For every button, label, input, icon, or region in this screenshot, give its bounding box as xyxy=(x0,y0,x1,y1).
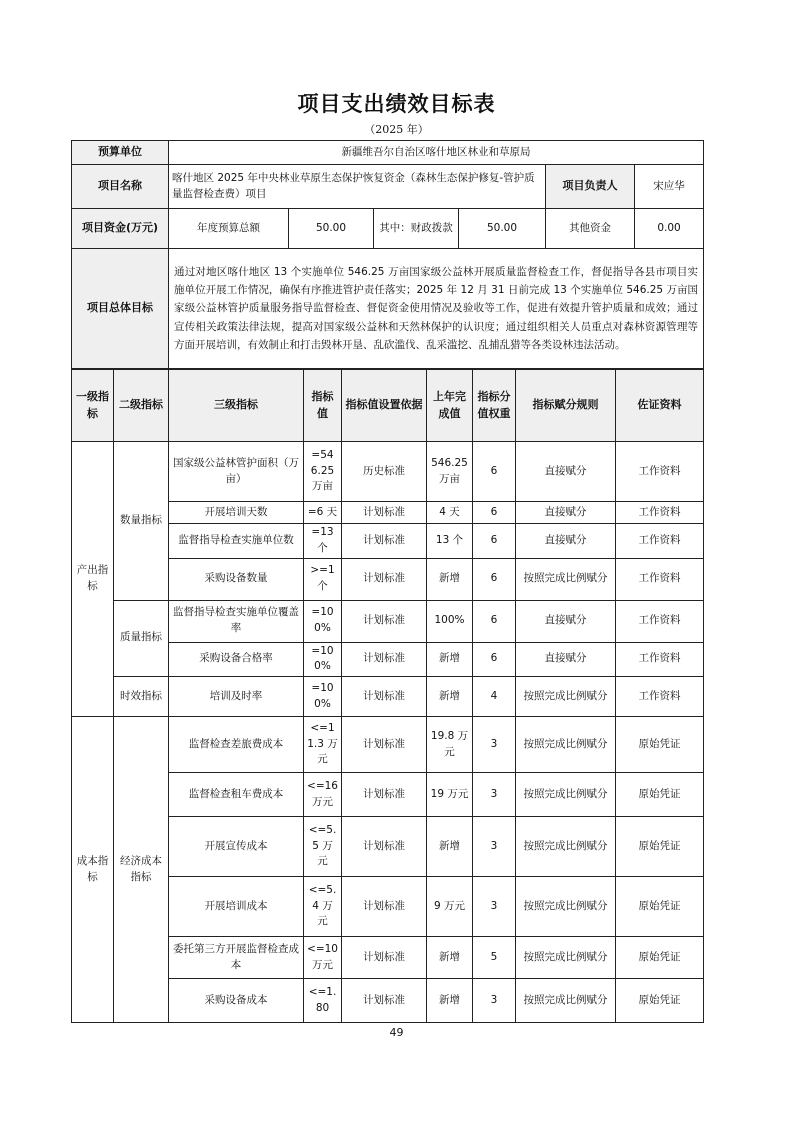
indicator-value: >=1 个 xyxy=(304,558,342,600)
indicator-prev: 19.8 万元 xyxy=(427,717,473,773)
indicator-prev: 4 天 xyxy=(427,502,473,524)
indicator-evidence: 工作资料 xyxy=(616,558,704,600)
annual-budget-label: 年度预算总额 xyxy=(169,209,289,249)
indicator-rule: 直接赋分 xyxy=(516,442,616,502)
indicator-prev: 新增 xyxy=(427,937,473,979)
manager-label: 项目负责人 xyxy=(546,165,635,209)
indicator-prev: 13 个 xyxy=(427,524,473,559)
table-row xyxy=(72,677,704,717)
indicator-prev: 19 万元 xyxy=(427,773,473,817)
indicator-weight: 6 xyxy=(473,558,516,600)
indicator-rule: 按照完成比例赋分 xyxy=(516,979,616,1023)
indicator-name: 委托第三方开展监督检查成本 xyxy=(169,937,304,979)
indicator-rule: 按照完成比例赋分 xyxy=(516,717,616,773)
indicator-evidence: 原始凭证 xyxy=(616,817,704,877)
indicator-basis: 计划标准 xyxy=(342,600,427,642)
indicator-prev: 新增 xyxy=(427,817,473,877)
unit-label: 预算单位 xyxy=(72,141,169,165)
indicator-evidence: 原始凭证 xyxy=(616,877,704,937)
indicator-weight: 3 xyxy=(473,877,516,937)
indicator-weight: 6 xyxy=(473,524,516,559)
project-name-label: 项目名称 xyxy=(72,165,169,209)
indicator-value: =6 天 xyxy=(304,502,342,524)
indicator-prev: 100% xyxy=(427,600,473,642)
col-evidence: 佐证资料 xyxy=(616,370,704,442)
indicator-evidence: 工作资料 xyxy=(616,642,704,677)
indicator-weight: 6 xyxy=(473,600,516,642)
indicator-rule: 按照完成比例赋分 xyxy=(516,677,616,717)
manager-value: 宋应华 xyxy=(635,165,704,209)
indicator-weight: 6 xyxy=(473,502,516,524)
indicator-rule: 按照完成比例赋分 xyxy=(516,877,616,937)
indicator-evidence: 原始凭证 xyxy=(616,773,704,817)
indicator-name: 国家级公益林管护面积（万亩） xyxy=(169,442,304,502)
col-weight: 指标分值权重 xyxy=(473,370,516,442)
fiscal-label: 其中：财政拨款 xyxy=(374,209,459,249)
indicator-value: <=11.3 万元 xyxy=(304,717,342,773)
indicator-evidence: 工作资料 xyxy=(616,677,704,717)
indicator-weight: 3 xyxy=(473,773,516,817)
indicator-basis: 计划标准 xyxy=(342,877,427,937)
indicator-name: 开展培训天数 xyxy=(169,502,304,524)
indicator-rule: 按照完成比例赋分 xyxy=(516,558,616,600)
indicator-value: <=5.4 万元 xyxy=(304,877,342,937)
indicator-basis: 计划标准 xyxy=(342,677,427,717)
col-rule: 指标赋分规则 xyxy=(516,370,616,442)
indicator-weight: 4 xyxy=(473,677,516,717)
indicator-weight: 5 xyxy=(473,937,516,979)
indicator-name: 培训及时率 xyxy=(169,677,304,717)
indicator-rule: 直接赋分 xyxy=(516,642,616,677)
indicator-evidence: 工作资料 xyxy=(616,600,704,642)
indicator-name: 采购设备合格率 xyxy=(169,642,304,677)
indicator-value: <=1.80 xyxy=(304,979,342,1023)
indicator-weight: 6 xyxy=(473,642,516,677)
indicator-value: =100% xyxy=(304,642,342,677)
column-header-row xyxy=(72,370,704,442)
indicator-basis: 计划标准 xyxy=(342,558,427,600)
unit-value: 新疆维吾尔自治区喀什地区林业和草原局 xyxy=(169,141,704,165)
table-row xyxy=(72,442,704,502)
indicator-value: =13 个 xyxy=(304,524,342,559)
year-label: （2025 年） xyxy=(364,123,429,136)
indicator-value: <=16 万元 xyxy=(304,773,342,817)
indicator-table xyxy=(71,369,704,1023)
indicator-basis: 计划标准 xyxy=(342,717,427,773)
level2-cell: 经济成本指标 xyxy=(114,717,169,1023)
indicator-weight: 3 xyxy=(473,979,516,1023)
page-title: 项目支出绩效目标表 xyxy=(297,92,496,116)
indicator-rule: 直接赋分 xyxy=(516,524,616,559)
table-row xyxy=(72,600,704,642)
indicator-value: =546.25 万亩 xyxy=(304,442,342,502)
indicator-prev: 新增 xyxy=(427,558,473,600)
indicator-rule: 直接赋分 xyxy=(516,600,616,642)
indicator-name: 监督指导检查实施单位覆盖率 xyxy=(169,600,304,642)
indicator-prev: 9 万元 xyxy=(427,877,473,937)
indicator-evidence: 原始凭证 xyxy=(616,717,704,773)
table-row xyxy=(72,717,704,773)
fiscal-value: 50.00 xyxy=(459,209,546,249)
goal-label: 项目总体目标 xyxy=(72,249,169,369)
indicator-basis: 计划标准 xyxy=(342,502,427,524)
col-basis: 指标值设置依据 xyxy=(342,370,427,442)
indicator-prev: 546.25 万亩 xyxy=(427,442,473,502)
goal-text: 通过对地区喀什地区 13 个实施单位 546.25 万亩国家级公益林开展质量监督检查工作，督促指导各县市项目实施单位开展工作情况，确保有序推进管护责任落实；2025 年 12 月 31 日前完成 13 个实施单位 546.25 万亩国家级公益林管护质量服务指导监督检查、督促资金使用情况及验收等工作，促进有效提升管护质量和成效；通过宣传相关政策法律法规，提高对国家级公益林和天然林保护的认识度；通过组织相关人员重点对森林资源管理等方面开展培训，有效制止和打击毁林开垦、乱砍滥伐、乱采滥挖、乱捕乱猎等各类设林违法活动。 xyxy=(169,249,704,369)
indicator-weight: 6 xyxy=(473,442,516,502)
indicator-value: <=10 万元 xyxy=(304,937,342,979)
indicator-evidence: 工作资料 xyxy=(616,442,704,502)
indicator-name: 监督指导检查实施单位数 xyxy=(169,524,304,559)
indicator-basis: 计划标准 xyxy=(342,773,427,817)
project-name-value: 喀什地区 2025 年中央林业草原生态保护恢复资金（森林生态保护修复-管护质量监督检查费）项目 xyxy=(169,165,546,209)
indicator-basis: 计划标准 xyxy=(342,524,427,559)
indicator-name: 采购设备成本 xyxy=(169,979,304,1023)
indicator-rule: 按照完成比例赋分 xyxy=(516,773,616,817)
indicator-weight: 3 xyxy=(473,817,516,877)
other-label: 其他资金 xyxy=(546,209,635,249)
indicator-prev: 新增 xyxy=(427,642,473,677)
indicator-basis: 历史标准 xyxy=(342,442,427,502)
page-number: 49 xyxy=(389,1026,404,1039)
indicator-weight: 3 xyxy=(473,717,516,773)
indicator-basis: 计划标准 xyxy=(342,817,427,877)
col-level2: 二级指标 xyxy=(114,370,169,442)
indicator-name: 开展培训成本 xyxy=(169,877,304,937)
indicator-rule: 按照完成比例赋分 xyxy=(516,817,616,877)
level2-cell: 质量指标 xyxy=(114,600,169,677)
col-value: 指标值 xyxy=(304,370,342,442)
header-table xyxy=(71,140,704,369)
indicator-name: 监督检查差旅费成本 xyxy=(169,717,304,773)
level2-cell: 时效指标 xyxy=(114,677,169,717)
indicator-evidence: 工作资料 xyxy=(616,524,704,559)
indicator-value: =100% xyxy=(304,677,342,717)
indicator-value: <=5.5 万元 xyxy=(304,817,342,877)
indicator-rule: 按照完成比例赋分 xyxy=(516,937,616,979)
indicator-prev: 新增 xyxy=(427,979,473,1023)
indicator-name: 监督检查租车费成本 xyxy=(169,773,304,817)
other-value: 0.00 xyxy=(635,209,704,249)
indicator-basis: 计划标准 xyxy=(342,642,427,677)
col-prev: 上年完成值 xyxy=(427,370,473,442)
col-level3: 三级指标 xyxy=(169,370,304,442)
indicator-evidence: 工作资料 xyxy=(616,502,704,524)
annual-budget-value: 50.00 xyxy=(289,209,374,249)
level2-cell: 数量指标 xyxy=(114,442,169,601)
indicator-evidence: 原始凭证 xyxy=(616,937,704,979)
level1-cell: 成本指标 xyxy=(72,717,114,1023)
funds-label: 项目资金(万元) xyxy=(72,209,169,249)
indicator-name: 采购设备数量 xyxy=(169,558,304,600)
col-level1: 一级指标 xyxy=(72,370,114,442)
indicator-prev: 新增 xyxy=(427,677,473,717)
indicator-basis: 计划标准 xyxy=(342,979,427,1023)
indicator-basis: 计划标准 xyxy=(342,937,427,979)
indicator-value: =100% xyxy=(304,600,342,642)
indicator-name: 开展宣传成本 xyxy=(169,817,304,877)
level1-cell: 产出指标 xyxy=(72,442,114,717)
indicator-rule: 直接赋分 xyxy=(516,502,616,524)
indicator-evidence: 原始凭证 xyxy=(616,979,704,1023)
